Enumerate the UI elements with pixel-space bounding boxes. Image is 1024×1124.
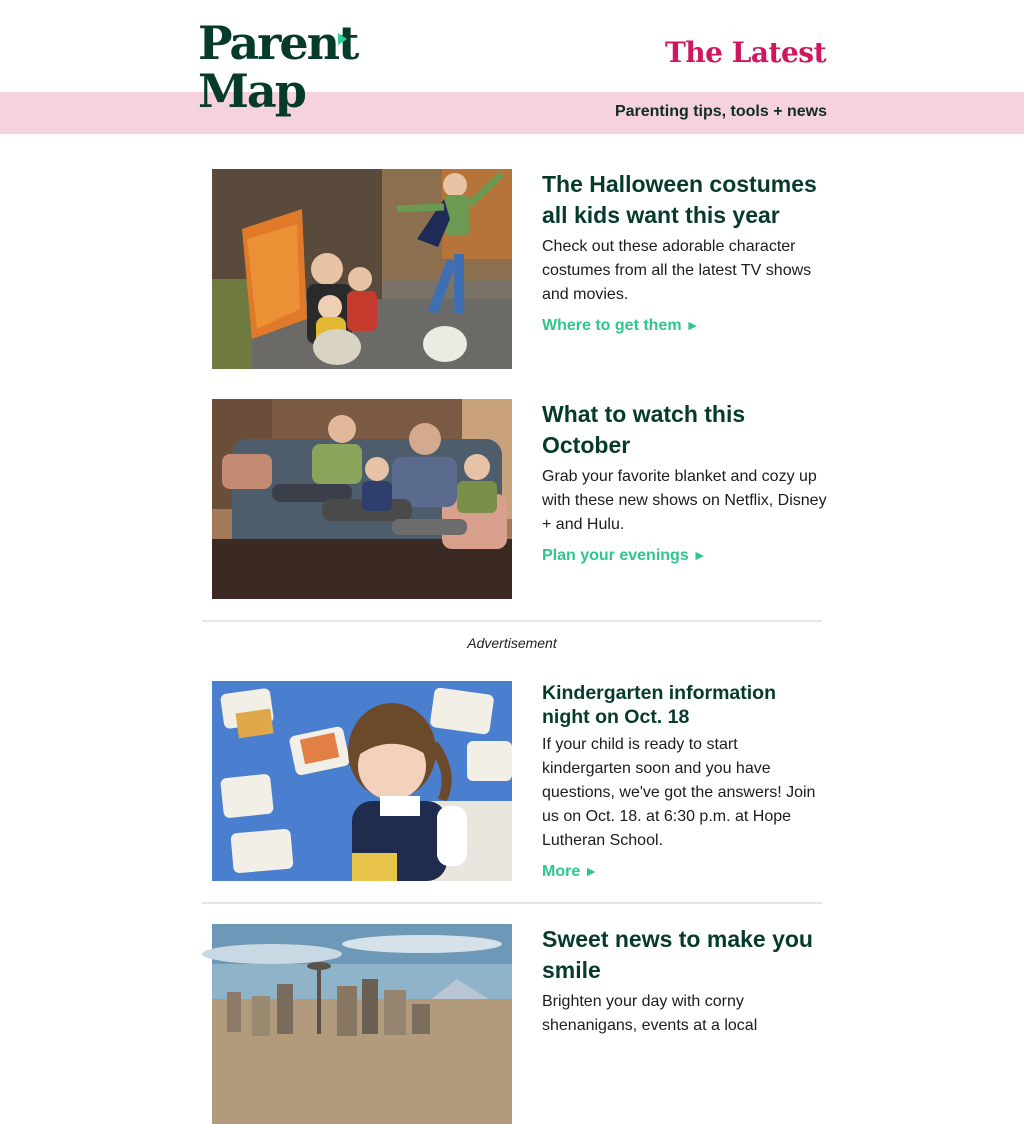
play-arrow-icon: ► — [692, 547, 707, 563]
cta-label: Where to get them — [542, 317, 682, 334]
email-header — [0, 0, 1024, 92]
play-arrow-icon: ► — [685, 317, 700, 333]
article-title[interactable]: What to watch this October — [542, 401, 746, 458]
halloween-costumes-image[interactable] — [212, 169, 512, 369]
kindergarten-image[interactable] — [212, 681, 512, 881]
advertisement-label: Advertisement — [467, 635, 557, 651]
logo-word-map: Map — [198, 64, 305, 118]
plan-your-evenings-link[interactable] — [542, 547, 827, 565]
divider — [202, 620, 822, 622]
tagline: Parenting tips, tools + news — [614, 103, 827, 120]
cta-label: Plan your evenings — [542, 547, 689, 564]
article-description: Grab your favorite blanket and cozy up with these new shows on Netflix, Disney + and Hulu. — [542, 468, 827, 533]
play-arrow-icon: ► — [584, 863, 599, 879]
more-link[interactable] — [542, 863, 827, 881]
article-title[interactable]: Kindergarten information night on Oct. 18 — [542, 682, 777, 728]
seattle-skyline-photo — [212, 924, 512, 1124]
family-couch-image[interactable] — [212, 399, 512, 599]
kindergarten-girl-photo — [212, 681, 512, 881]
seattle-skyline-image[interactable] — [212, 924, 512, 1124]
halloween-costumes-photo — [212, 169, 512, 369]
family-on-couch-photo — [212, 399, 512, 599]
parentmap-logo[interactable] — [198, 16, 358, 120]
logo-arrow-icon — [338, 33, 347, 45]
article-title[interactable]: Sweet news to make you smile — [542, 926, 813, 983]
logo-word-parent: Parent — [198, 16, 358, 70]
article-description: Check out these adorable character costumes from all the latest TV shows and movies. — [542, 238, 812, 303]
article-description: If your child is ready to start kindergarten soon and you have questions, we've got the answers! Join us on Oct. 18. at 6:30 p.m. at Hope Lutheran School. — [542, 736, 816, 849]
tagline-band — [0, 92, 1024, 134]
section-title: The Latest — [664, 36, 826, 69]
divider — [202, 902, 822, 904]
article-description: Brighten your day with corny shenanigans, events at a local — [542, 993, 758, 1034]
article-title[interactable]: The Halloween costumes all kids want this year — [542, 171, 817, 228]
where-to-get-them-link[interactable] — [542, 317, 827, 335]
cta-label: More — [542, 863, 581, 880]
